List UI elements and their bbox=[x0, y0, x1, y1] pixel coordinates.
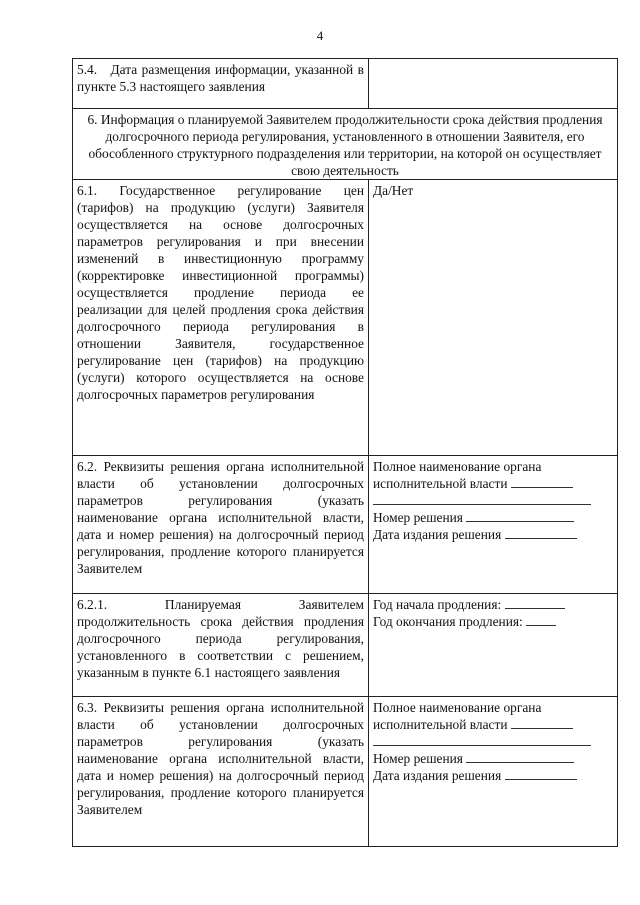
decision-number-label: Номер решения bbox=[373, 510, 463, 525]
row-6-2 bbox=[73, 456, 618, 594]
authority-name-field-2-cont[interactable] bbox=[373, 733, 591, 746]
row-6-2-1-value bbox=[369, 594, 618, 697]
page-number: 4 bbox=[316, 28, 324, 43]
authority-name-field-cont[interactable] bbox=[373, 492, 591, 505]
row-5-4-value[interactable] bbox=[369, 59, 618, 109]
authority-name-field[interactable] bbox=[511, 475, 573, 488]
end-year-label: Год окончания продления: bbox=[373, 614, 523, 629]
authority-name-label: Полное наименование органа bbox=[373, 459, 542, 474]
start-year-label: Год начала продления: bbox=[373, 597, 502, 612]
row-6-2-label: 6.2. Реквизиты решения органа исполнительной власти об установлении долгосрочных параметров регулирования (указать наименование органа исполнительной власти, дата и номер решения) на долгосрочный период регулирования, продление которого планируется Заявителем bbox=[73, 456, 369, 594]
decision-date-label-2: Дата издания решения bbox=[373, 768, 502, 783]
row-6-2-1 bbox=[73, 594, 618, 697]
decision-number-field[interactable] bbox=[466, 509, 574, 522]
row-6-1 bbox=[73, 180, 618, 456]
decision-date-label: Дата издания решения bbox=[373, 527, 502, 542]
row-6-1-label: 6.1. Государственное регулирование цен (тарифов) на продукцию (услуги) Заявителя осуществляется на основе долгосрочных параметров регулирования и при внесении изменений в инвестиционную программу (корректировке инвестиционной программы) осуществляется продление периода ее реализации для целей продления срока действия долгосрочного периода регулирования в отношении Заявителя, государственное регулирование цен (тарифов) на продукцию (услуги) которого осуществляется на основе долгосрочных параметров регулирования bbox=[73, 180, 369, 456]
decision-date-field-2[interactable] bbox=[505, 767, 577, 780]
row-6-2-1-label: 6.2.1. Планируемая Заявителем продолжительность срока действия продления долгосрочного периода регулирования, установленного в соответствии с решением, указанным в пункте 6.1 настоящего заявления bbox=[73, 594, 369, 697]
decision-date-field[interactable] bbox=[505, 526, 577, 539]
end-year-field[interactable] bbox=[526, 613, 556, 626]
row-6-3-value bbox=[369, 697, 618, 847]
row-5-4 bbox=[73, 59, 618, 109]
decision-number-label-2: Номер решения bbox=[373, 751, 463, 766]
authority-name-label-2: Полное наименование органа bbox=[373, 700, 542, 715]
row-5-4-label: 5.4. Дата размещения информации, указанной в пункте 5.3 настоящего заявления bbox=[73, 59, 369, 109]
row-6-heading bbox=[73, 109, 618, 180]
authority-name-field-2[interactable] bbox=[511, 716, 573, 729]
section-6-heading: 6. Информация о планируемой Заявителем продолжительности срока действия продления долгосрочного периода регулирования, установленного в отношении Заявителя, его обособленного структурного подразделения или территории, на которой он осуществляет свою деятельность bbox=[73, 109, 618, 180]
row-6-3 bbox=[73, 697, 618, 847]
row-6-1-value[interactable] bbox=[369, 180, 618, 456]
executive-authority-label-2: исполнительной власти bbox=[373, 717, 508, 732]
application-form-table bbox=[72, 58, 618, 847]
decision-number-field-2[interactable] bbox=[466, 750, 574, 763]
start-year-field[interactable] bbox=[505, 596, 565, 609]
yes-no-option: Да/Нет bbox=[373, 183, 414, 198]
row-6-2-value bbox=[369, 456, 618, 594]
executive-authority-label: исполнительной власти bbox=[373, 476, 508, 491]
row-6-3-label: 6.3. Реквизиты решения органа исполнительной власти об установлении долгосрочных параметров регулирования (указать наименование органа исполнительной власти, дата и номер решения) на долгосрочный период регулирования, продление которого планируется Заявителем bbox=[73, 697, 369, 847]
